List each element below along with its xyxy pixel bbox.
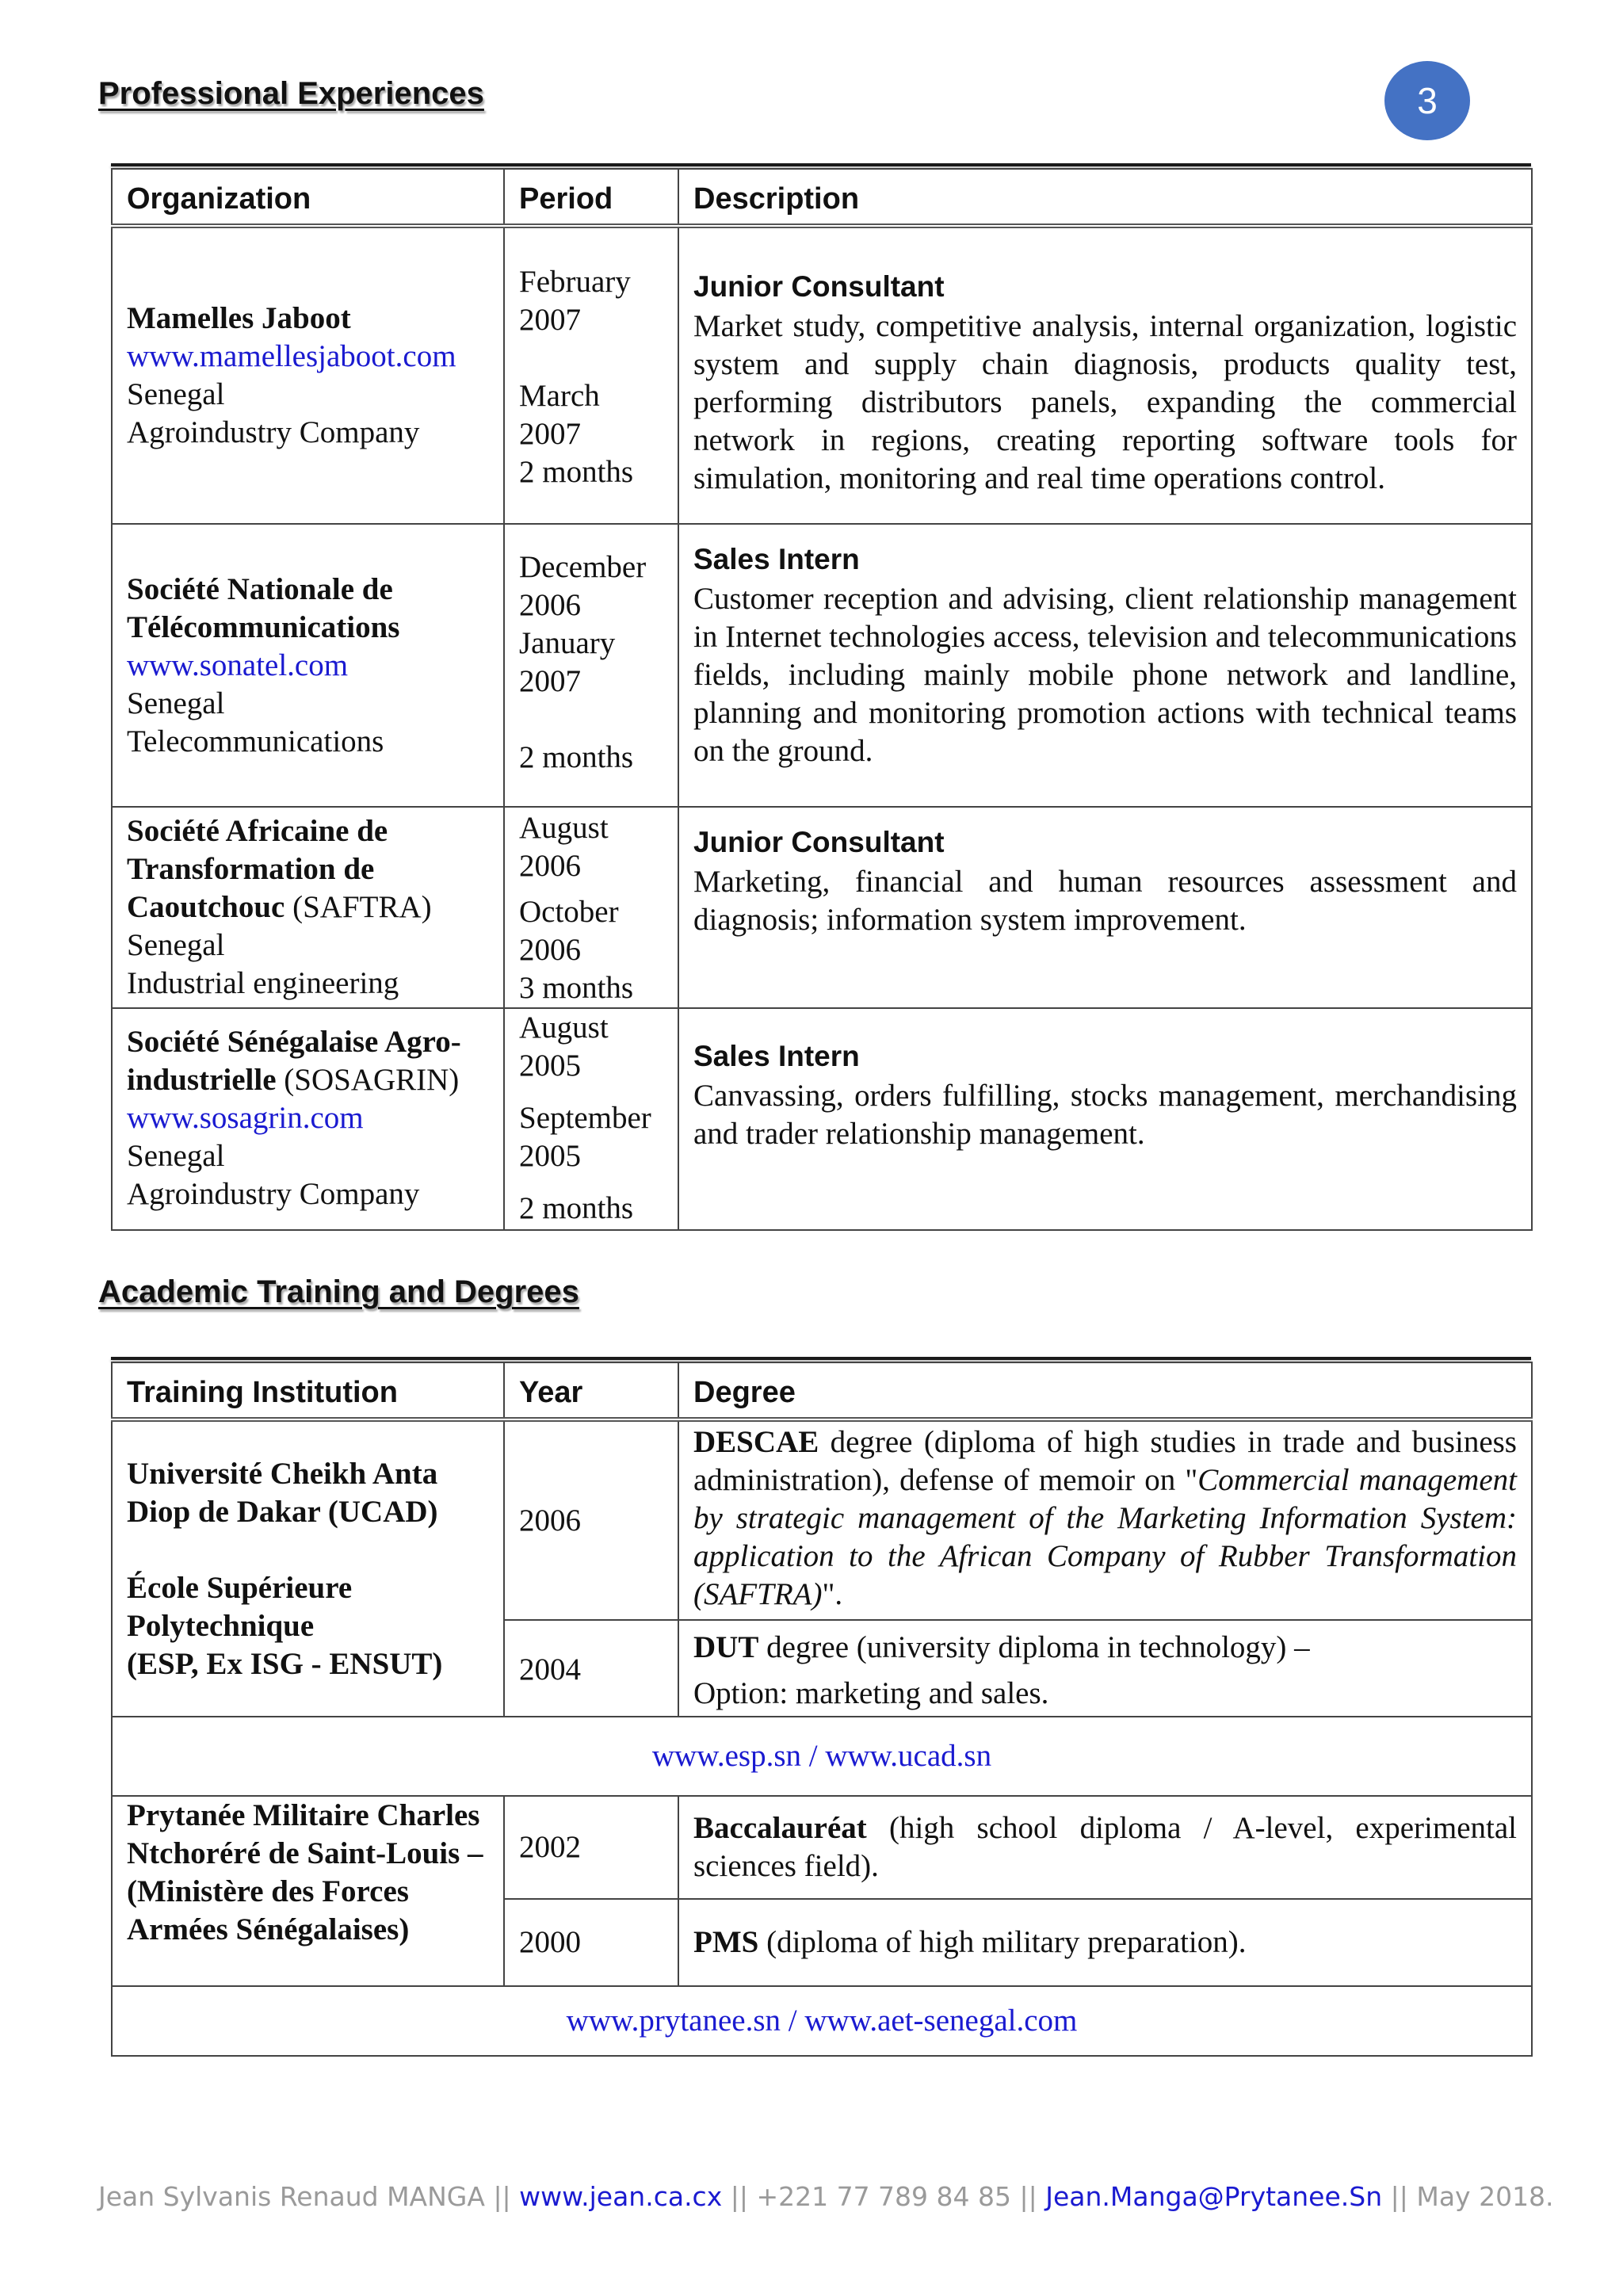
- table-row: [112, 1008, 1532, 1230]
- year-cell: 2006: [504, 1419, 678, 1620]
- role-description: Market study, competitive analysis, internal organization, logistic system and supply chain diagnosis, products quality test, performing distributors panels, expanding the commercial network in regions, creating reporting software tools for simulation, monitoring and real time operations control.: [693, 309, 1517, 495]
- degree-descae: [693, 1423, 1517, 1614]
- year-cell: 2004: [504, 1620, 678, 1717]
- degree-baccalaureat: [693, 1809, 1517, 1885]
- description-cell: [678, 524, 1532, 807]
- table-header-row: [112, 169, 1532, 226]
- table-row: [112, 1986, 1532, 2056]
- header-description: Description: [678, 169, 1532, 226]
- footer-phone: +221 77 789 84 85: [756, 2181, 1012, 2212]
- period-duration: 2 months: [519, 740, 634, 774]
- degree-option: Option: marketing and sales.: [693, 1676, 1049, 1710]
- period-cell: [504, 1008, 678, 1230]
- period-end-year: 2007: [519, 664, 581, 698]
- degree-text: degree (diploma of high studies in trade and business administration), defense of memoir on ": [693, 1425, 1517, 1497]
- org-website-link[interactable]: www.sonatel.com: [127, 648, 349, 682]
- institution-esp: École Supérieure Polytechnique: [127, 1570, 353, 1643]
- period-start-year: 2006: [519, 849, 581, 883]
- degree-name: DESCAE: [693, 1425, 819, 1459]
- period-start-month: February: [519, 265, 631, 299]
- period-end-month: March: [519, 379, 600, 413]
- header-training-institution: Training Institution: [112, 1362, 504, 1419]
- institution-cell: Prytanée Militaire Charles Ntchoréré de Saint-Louis – (Ministère des Forces Armées Sénégalaises): [112, 1796, 504, 1986]
- institution-ucad: Université Cheikh Anta Diop de Dakar (UCAD): [127, 1456, 438, 1529]
- role-description: Marketing, financial and human resources assessment and diagnosis; information system improvement.: [693, 865, 1517, 937]
- page-footer: [98, 2181, 1554, 2212]
- role-title: Junior Consultant: [693, 826, 945, 858]
- period-start-month: August: [519, 811, 609, 845]
- memoir-title: Commercial management by strategic management of the Marketing Information System: application to the African Company of Rubber Transformation (SAFTRA): [693, 1463, 1517, 1611]
- page-number-badge: 3: [1384, 61, 1470, 140]
- table-row: [112, 1796, 1532, 1899]
- header-degree: Degree: [678, 1362, 1532, 1419]
- org-name: Société Sénégalaise Agro-industrielle: [127, 1025, 461, 1097]
- role-description: Canvassing, orders fulfilling, stocks management, merchandising and trader relationship management.: [693, 1079, 1517, 1151]
- org-sector: Industrial engineering: [127, 966, 399, 1000]
- academic-training-title: Academic Training and Degrees: [98, 1274, 579, 1309]
- degree-name: Baccalauréat: [693, 1811, 867, 1845]
- role-description: Customer reception and advising, client relationship management in Internet technologies access, television and telecommunications fields, including mainly mobile phone network and landline, planning and monitoring promotion actions with technical teams on the ground.: [693, 582, 1517, 768]
- org-name-block: [127, 1023, 489, 1099]
- period-end-month: September: [519, 1101, 651, 1135]
- year-cell: 2002: [504, 1796, 678, 1899]
- period-start-year: 2005: [519, 1049, 581, 1083]
- period-end-year: 2007: [519, 417, 581, 451]
- org-sector: Agroindustry Company: [127, 415, 420, 449]
- footer-separator: ||: [722, 2181, 757, 2212]
- description-cell: [678, 226, 1532, 524]
- period-end-year: 2005: [519, 1139, 581, 1173]
- period-start-year: 2006: [519, 588, 581, 622]
- org-acronym: (SAFTRA): [285, 890, 432, 924]
- degree-name: DUT: [693, 1630, 759, 1664]
- role-title: Sales Intern: [693, 543, 860, 575]
- table-header-row: [112, 1362, 1532, 1419]
- institution-esp-former-names: (ESP, Ex ISG - ENSUT): [127, 1646, 443, 1681]
- period-duration: 3 months: [519, 971, 634, 1005]
- header-period: Period: [504, 169, 678, 226]
- period-start-month: August: [519, 1010, 609, 1045]
- description-cell: [678, 807, 1532, 1008]
- degree-text: degree (university diploma in technology) –: [758, 1630, 1310, 1664]
- period-cell: [504, 226, 678, 524]
- role-title: Sales Intern: [693, 1040, 860, 1072]
- org-name: Société Africaine de Transformation de Caoutchouc: [127, 814, 388, 924]
- org-country: Senegal: [127, 686, 225, 720]
- org-country: Senegal: [127, 928, 225, 962]
- academic-training-table: [111, 1362, 1533, 2057]
- footer-separator: ||: [484, 2181, 520, 2212]
- period-cell: [504, 807, 678, 1008]
- role-title: Junior Consultant: [693, 270, 945, 303]
- description-cell: [678, 1008, 1532, 1230]
- institution-links[interactable]: www.prytanee.sn / www.aet-senegal.com: [112, 1986, 1532, 2056]
- footer-email-link[interactable]: Jean.Manga@Prytanee.Sn: [1045, 2181, 1383, 2212]
- organization-cell: [112, 807, 504, 1008]
- degree-name: PMS: [693, 1925, 759, 1959]
- professional-experiences-title: Professional Experiences: [98, 76, 484, 111]
- period-duration: 2 months: [519, 1191, 634, 1225]
- organization-cell: [112, 1008, 504, 1230]
- period-spacer: [519, 339, 663, 377]
- professional-experiences-table: [111, 168, 1533, 1231]
- degree-text-end: ".: [822, 1577, 843, 1611]
- period-start-month: December: [519, 550, 647, 584]
- professional-table-rule: [111, 163, 1531, 166]
- org-country: Senegal: [127, 377, 225, 411]
- org-website-link[interactable]: www.mamellesjaboot.com: [127, 339, 456, 373]
- degree-dut: [693, 1629, 1517, 1667]
- org-name: Société Nationale de Télécommunications: [127, 571, 400, 644]
- org-name-block: [127, 812, 489, 926]
- degree-text: (high school diploma / A-level, experimental sciences field).: [693, 1811, 1517, 1883]
- degree-cell: [678, 1419, 1532, 1620]
- period-spacer: [519, 701, 663, 739]
- year-cell: 2000: [504, 1899, 678, 1986]
- organization-cell: [112, 226, 504, 524]
- header-organization: Organization: [112, 169, 504, 226]
- org-website-link[interactable]: www.sosagrin.com: [127, 1101, 364, 1135]
- table-row: [112, 1717, 1532, 1796]
- degree-cell: [678, 1620, 1532, 1717]
- degree-text: (diploma of high military preparation).: [758, 1925, 1247, 1959]
- period-end-month: January: [519, 626, 616, 660]
- table-row: [112, 226, 1532, 524]
- footer-name: Jean Sylvanis Renaud MANGA: [98, 2181, 485, 2212]
- org-name: Mamelles Jaboot: [127, 301, 351, 335]
- footer-website-link[interactable]: www.jean.ca.cx: [519, 2181, 723, 2212]
- table-row: [112, 807, 1532, 1008]
- academic-table-rule: [111, 1357, 1531, 1360]
- header-year: Year: [504, 1362, 678, 1419]
- period-cell: [504, 524, 678, 807]
- degree-pms: [693, 1924, 1517, 1962]
- institution-cell: [112, 1419, 504, 1717]
- degree-cell: [678, 1796, 1532, 1899]
- footer-separator: ||: [1382, 2181, 1417, 2212]
- table-row: [112, 1419, 1532, 1620]
- org-country: Senegal: [127, 1139, 225, 1173]
- org-sector: Agroindustry Company: [127, 1177, 420, 1211]
- degree-cell: [678, 1899, 1532, 1986]
- period-end-month: October: [519, 895, 619, 929]
- institution-spacer: [127, 1531, 489, 1569]
- organization-cell: [112, 524, 504, 807]
- table-row: [112, 524, 1532, 807]
- org-acronym: (SOSAGRIN): [276, 1063, 460, 1097]
- footer-separator: ||: [1011, 2181, 1046, 2212]
- period-start-year: 2007: [519, 303, 581, 337]
- period-duration: 2 months: [519, 455, 634, 489]
- org-sector: Telecommunications: [127, 724, 384, 758]
- institution-links[interactable]: www.esp.sn / www.ucad.sn: [112, 1717, 1532, 1796]
- period-end-year: 2006: [519, 933, 581, 967]
- footer-date: May 2018.: [1416, 2181, 1554, 2212]
